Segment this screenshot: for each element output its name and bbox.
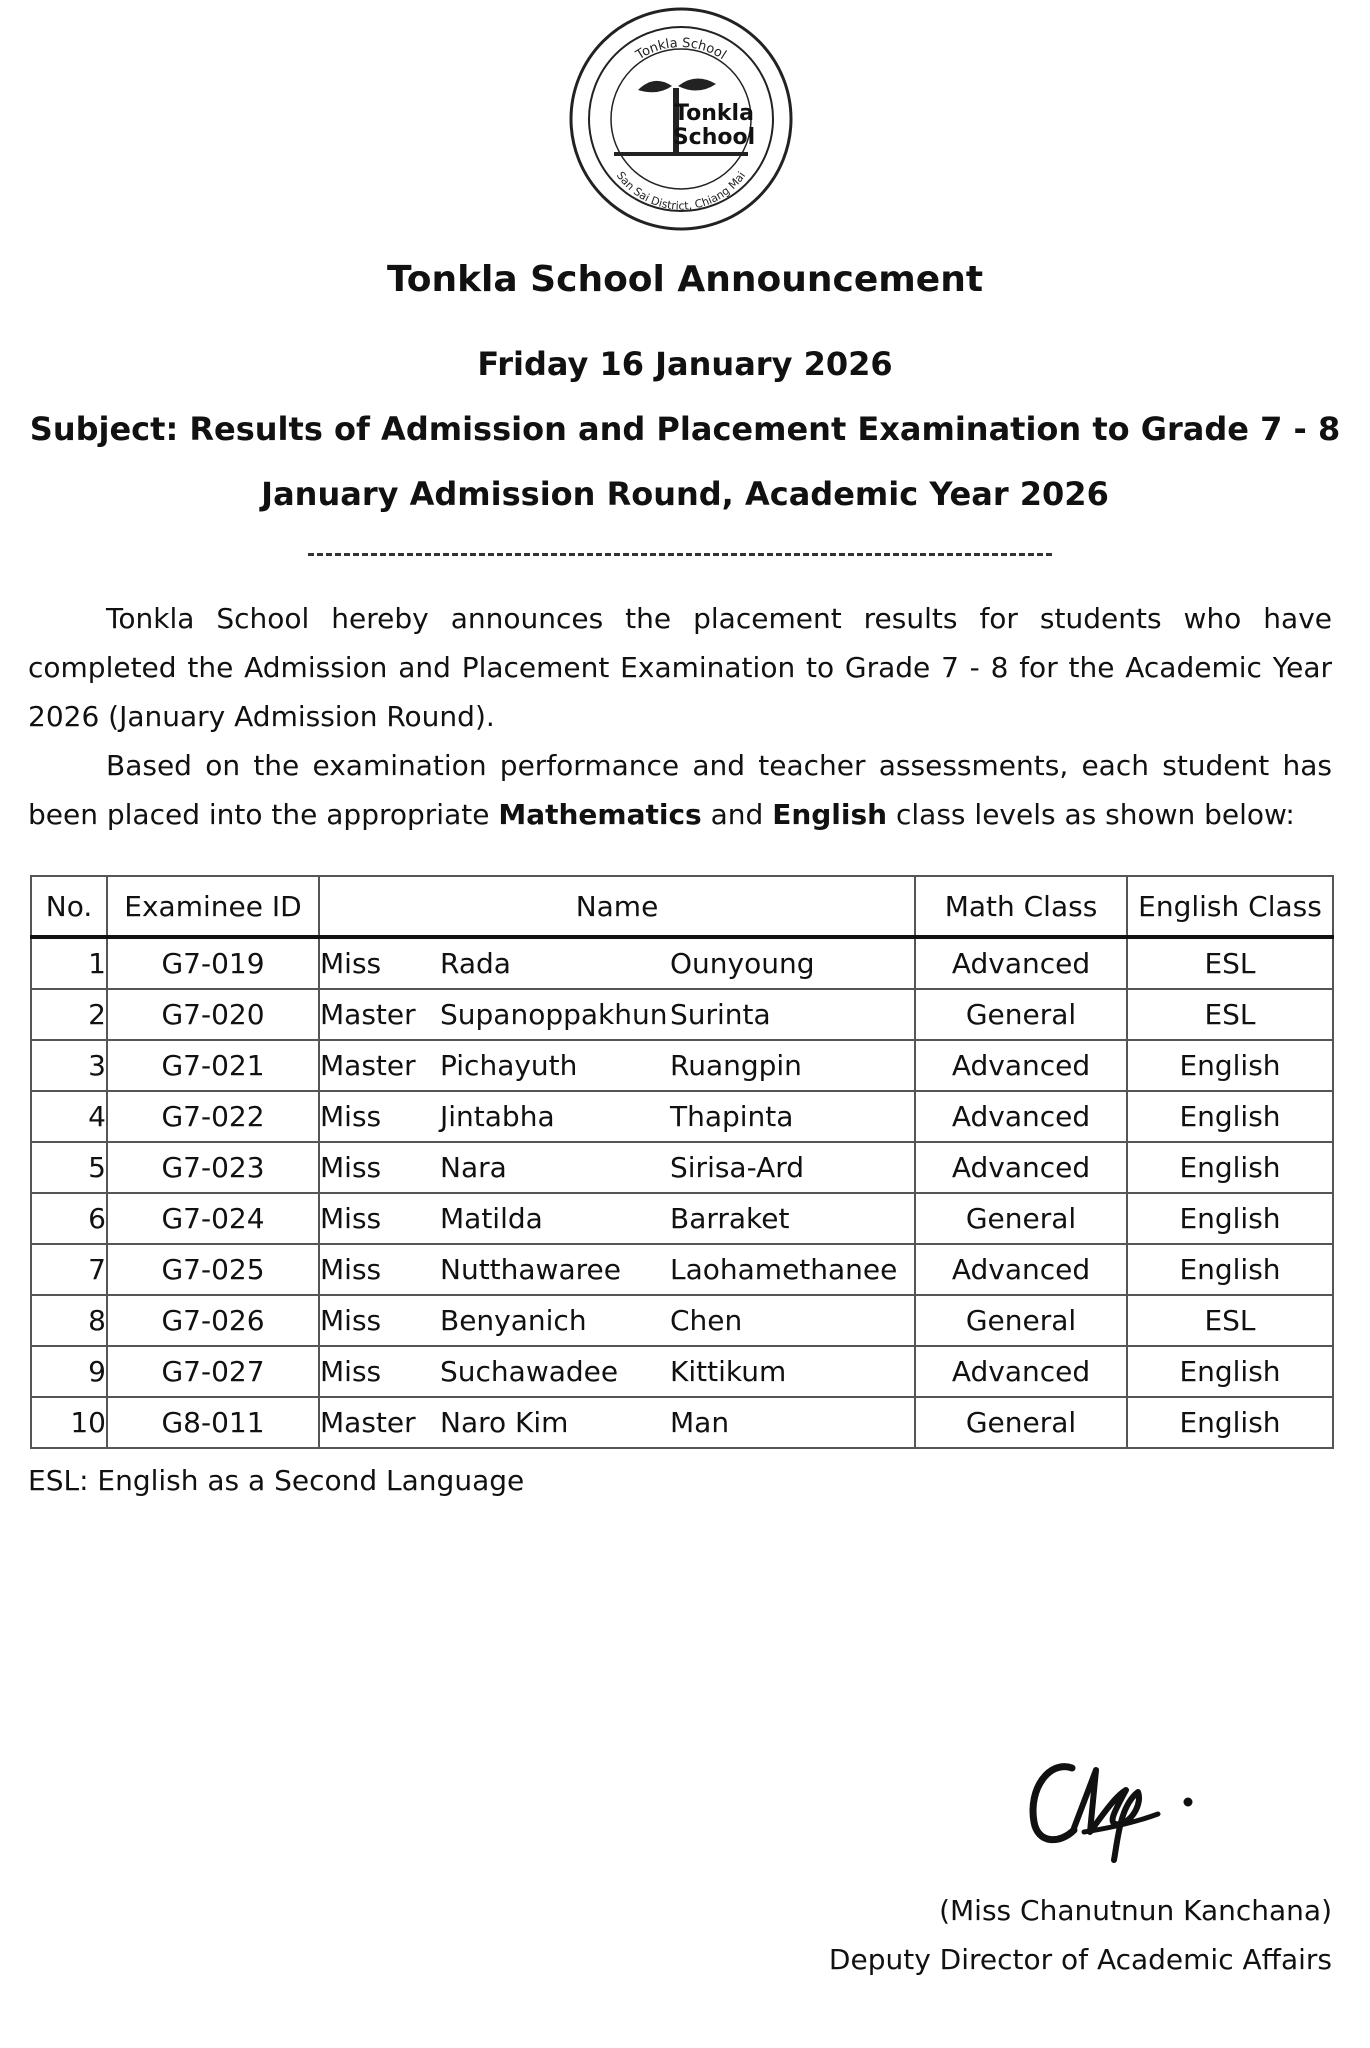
math-class: General <box>915 1193 1127 1244</box>
math-class: Advanced <box>915 1091 1127 1142</box>
last-name: Ounyoung <box>670 947 815 980</box>
signatory-position: Deputy Director of Academic Affairs <box>828 1943 1332 1976</box>
examinee-id: G7-021 <box>107 1040 319 1091</box>
sprout-leaf-icon <box>678 78 716 90</box>
english-class: English <box>1127 1142 1333 1193</box>
table-row <box>31 1091 1333 1142</box>
intro-paragraph-text: Tonkla School hereby announces the placement results for students who have completed the Admission and Placement Examination to Grade 7 - 8 for the Academic Year 2026 (January Admission Round). <box>28 602 1332 733</box>
student-name <box>319 1091 915 1142</box>
english-class: English <box>1127 1346 1333 1397</box>
name-title: Miss <box>320 1100 382 1133</box>
row-number: 2 <box>31 989 107 1040</box>
name-title: Miss <box>320 1253 382 1286</box>
english-class: English <box>1127 1040 1333 1091</box>
last-name: Barraket <box>670 1202 790 1235</box>
math-class: Advanced <box>915 1244 1127 1295</box>
seal-center-line2: School <box>672 125 756 150</box>
header-english-class: English Class <box>1127 876 1333 937</box>
english-class: English <box>1127 1397 1333 1448</box>
first-name: Benyanich <box>440 1304 587 1337</box>
header-math-class: Math Class <box>915 876 1127 937</box>
examinee-id: G7-024 <box>107 1193 319 1244</box>
school-seal-logo <box>566 4 796 234</box>
first-name: Supanoppakhun <box>440 998 668 1031</box>
examinee-id: G7-023 <box>107 1142 319 1193</box>
english-class: English <box>1127 1091 1333 1142</box>
examinee-id: G7-020 <box>107 989 319 1040</box>
english-class: English <box>1127 1193 1333 1244</box>
student-name <box>319 989 915 1040</box>
student-name <box>319 1346 915 1397</box>
examinee-id: G7-027 <box>107 1346 319 1397</box>
table-row <box>31 1346 1333 1397</box>
student-name <box>319 1142 915 1193</box>
last-name: Kittikum <box>670 1355 787 1388</box>
name-title: Master <box>320 1049 416 1082</box>
examinee-id: G7-022 <box>107 1091 319 1142</box>
first-name: Naro Kim <box>440 1406 569 1439</box>
math-class: Advanced <box>915 937 1127 989</box>
last-name: Thapinta <box>670 1100 794 1133</box>
last-name: Laohamethanee <box>670 1253 898 1286</box>
handwritten-signature <box>1010 1740 1210 1870</box>
first-name: Suchawadee <box>440 1355 619 1388</box>
student-name <box>319 1193 915 1244</box>
name-title: Miss <box>320 1355 382 1388</box>
name-title: Miss <box>320 1202 382 1235</box>
last-name: Chen <box>670 1304 743 1337</box>
last-name: Ruangpin <box>670 1049 802 1082</box>
header-name: Name <box>319 876 915 937</box>
sprout-leaf-icon <box>638 81 672 92</box>
row-number: 5 <box>31 1142 107 1193</box>
math-class: General <box>915 1397 1127 1448</box>
last-name: Surinta <box>670 998 771 1031</box>
row-number: 8 <box>31 1295 107 1346</box>
math-class: Advanced <box>915 1040 1127 1091</box>
first-name: Nara <box>440 1151 507 1184</box>
english-class: ESL <box>1127 989 1333 1040</box>
math-class: Advanced <box>915 1142 1127 1193</box>
english-class: English <box>1127 1244 1333 1295</box>
student-name <box>319 937 915 989</box>
announcement-subject: Subject: Results of Admission and Placement Examination to Grade 7 - 8 <box>29 410 1341 448</box>
esl-footnote: ESL: English as a Second Language <box>28 1464 525 1497</box>
seal-center-line1: Tonkla <box>674 101 754 126</box>
row-number: 4 <box>31 1091 107 1142</box>
table-row <box>31 1244 1333 1295</box>
table-row <box>31 1040 1333 1091</box>
first-name: Pichayuth <box>440 1049 578 1082</box>
dashed-divider <box>308 553 1052 556</box>
signatory-name: (Miss Chanutnun Kanchana) <box>939 1894 1332 1927</box>
table-row <box>31 937 1333 989</box>
name-title: Master <box>320 1406 416 1439</box>
first-name: Nutthawaree <box>440 1253 621 1286</box>
announcement-round: January Admission Round, Academic Year 2026 <box>261 475 1109 513</box>
placement-text-start: Based on the examination performance and teacher assessments, each student has been placed into the appropriate <box>28 749 1332 831</box>
student-name <box>319 1040 915 1091</box>
row-number: 3 <box>31 1040 107 1091</box>
math-class: General <box>915 1295 1127 1346</box>
placement-text-end: class levels as shown below: <box>887 798 1295 831</box>
examinee-id: G7-025 <box>107 1244 319 1295</box>
table-row <box>31 989 1333 1040</box>
seal-bottom-text: San Sai District, Chiang Mai <box>613 169 749 213</box>
english-class: ESL <box>1127 1295 1333 1346</box>
table-row <box>31 1295 1333 1346</box>
row-number: 6 <box>31 1193 107 1244</box>
table-row <box>31 1193 1333 1244</box>
math-class: General <box>915 989 1127 1040</box>
student-name <box>319 1397 915 1448</box>
table-row <box>31 1142 1333 1193</box>
student-name <box>319 1295 915 1346</box>
row-number: 1 <box>31 937 107 989</box>
results-table-body <box>31 937 1333 1448</box>
table-header-row <box>31 876 1333 937</box>
seal-top-text: Tonkla School <box>633 35 729 64</box>
first-name: Jintabha <box>440 1100 555 1133</box>
announcement-title: Tonkla School Announcement <box>386 259 984 300</box>
english-emphasis: English <box>772 798 888 831</box>
english-class: ESL <box>1127 937 1333 989</box>
header-no: No. <box>31 876 107 937</box>
name-title: Miss <box>320 1304 382 1337</box>
placement-paragraph <box>28 741 1332 839</box>
row-number: 7 <box>31 1244 107 1295</box>
placement-text-and: and <box>701 798 773 831</box>
results-table <box>30 875 1334 1449</box>
student-name <box>319 1244 915 1295</box>
row-number: 10 <box>31 1397 107 1448</box>
name-title: Miss <box>320 1151 382 1184</box>
first-name: Matilda <box>440 1202 543 1235</box>
name-title: Miss <box>320 947 382 980</box>
last-name: Man <box>670 1406 730 1439</box>
first-name: Rada <box>440 947 511 980</box>
header-examinee-id: Examinee ID <box>107 876 319 937</box>
examinee-id: G7-019 <box>107 937 319 989</box>
examinee-id: G7-026 <box>107 1295 319 1346</box>
row-number: 9 <box>31 1346 107 1397</box>
intro-paragraph <box>28 594 1332 741</box>
name-title: Master <box>320 998 416 1031</box>
announcement-date: Friday 16 January 2026 <box>477 345 893 383</box>
mathematics-emphasis: Mathematics <box>498 798 702 831</box>
last-name: Sirisa-Ard <box>670 1151 805 1184</box>
examinee-id: G8-011 <box>107 1397 319 1448</box>
math-class: Advanced <box>915 1346 1127 1397</box>
table-row <box>31 1397 1333 1448</box>
